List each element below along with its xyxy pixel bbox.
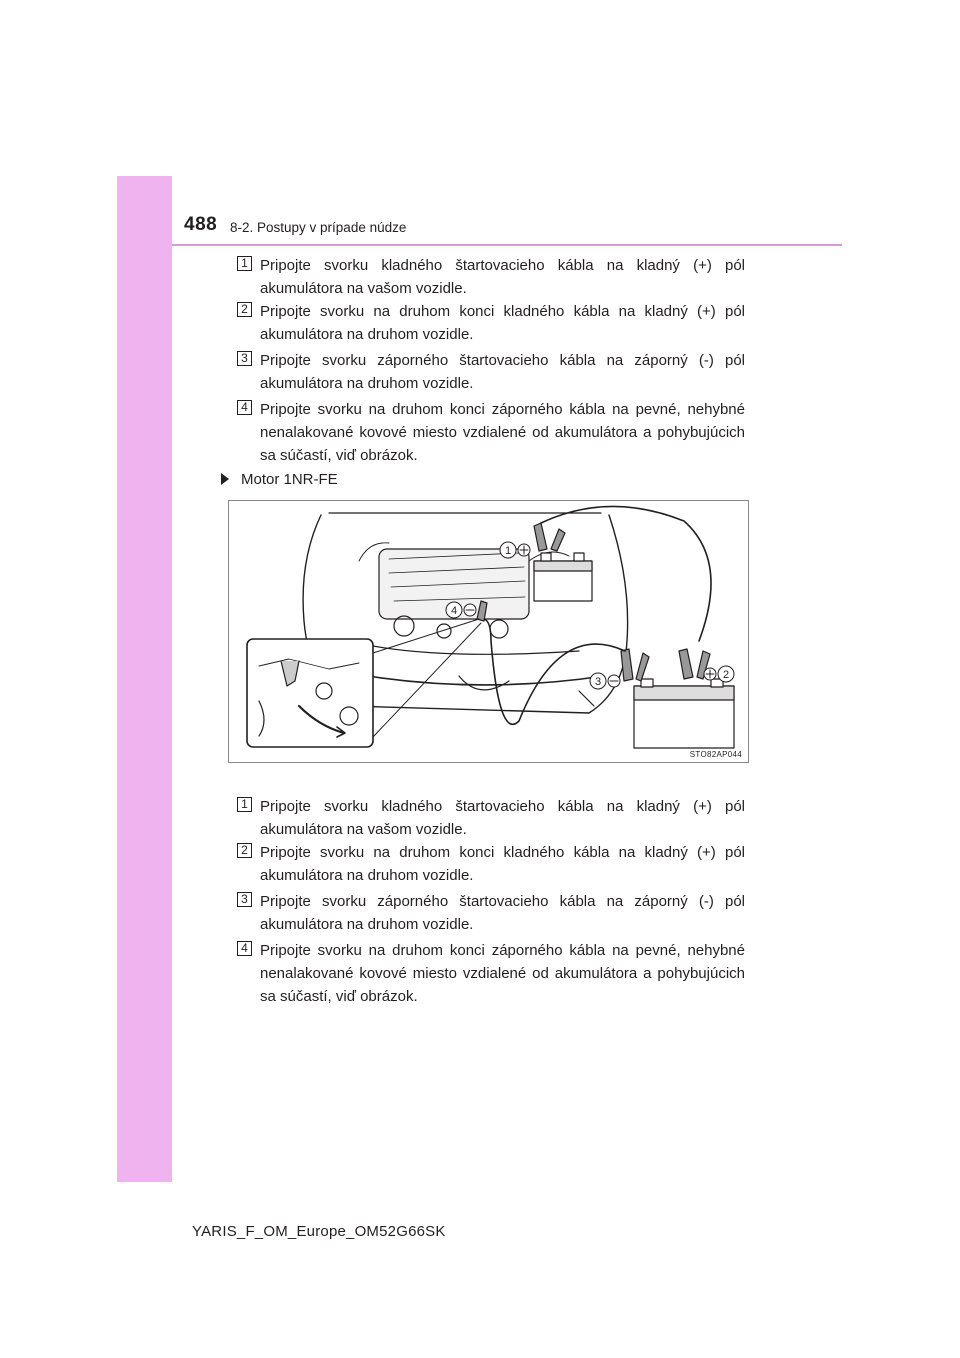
step-text: Pripojte svorku na druhom konci kladného kábla na kladný (+) pól akumulátora na druhom vozidle. <box>260 844 745 884</box>
triangle-bullet-icon <box>221 473 229 485</box>
step-item <box>237 300 745 346</box>
jump-start-illustration <box>228 500 749 763</box>
step-item <box>237 939 745 1008</box>
step-text: Pripojte svorku na druhom konci záporného kábla na pevné, nehybné nenalakované kovové miesto vzdialené od akumulátora a pohybujúcich sa súčastí, viď obrázok. <box>260 401 745 464</box>
page-number: 488 <box>184 214 218 235</box>
step-number: 4 <box>237 941 252 956</box>
callout-label-4: 4 <box>450 605 458 617</box>
engine-bay-drawing <box>229 501 749 763</box>
step-item <box>237 349 745 395</box>
callout-label-2: 2 <box>722 669 730 681</box>
step-item <box>237 795 745 841</box>
step-item <box>237 254 745 300</box>
section-title: 8-2. Postupy v prípade núdze <box>230 220 407 235</box>
step-number: 1 <box>237 256 252 271</box>
callout-label-3: 3 <box>594 676 602 688</box>
step-item <box>237 890 745 936</box>
step-text: Pripojte svorku na druhom konci kladného kábla na kladný (+) pól akumulátora na druhom vozidle. <box>260 303 745 343</box>
step-text: Pripojte svorku záporného štartovacieho kábla na záporný (-) pól akumulátora na druhom vozidle. <box>260 893 745 933</box>
step-number: 4 <box>237 400 252 415</box>
engine-subheading <box>221 470 338 490</box>
step-number: 2 <box>237 843 252 858</box>
header-divider <box>172 244 842 246</box>
step-text: Pripojte svorku kladného štartovacieho kábla na kladný (+) pól akumulátora na vašom vozidle. <box>260 257 745 297</box>
step-item <box>237 398 745 467</box>
engine-subheading-text: Motor 1NR-FE <box>241 471 338 488</box>
chapter-tab-sidebar <box>117 176 172 1182</box>
step-text: Pripojte svorku záporného štartovacieho kábla na záporný (-) pól akumulátora na druhom vozidle. <box>260 352 745 392</box>
step-number: 3 <box>237 351 252 366</box>
step-number: 2 <box>237 302 252 317</box>
callout-label-1: 1 <box>504 545 512 557</box>
step-item <box>237 841 745 887</box>
document-footer: YARIS_F_OM_Europe_OM52G66SK <box>192 1223 446 1240</box>
step-number: 1 <box>237 797 252 812</box>
step-number: 3 <box>237 892 252 907</box>
figure-code: STO82AP044 <box>689 750 742 759</box>
step-text: Pripojte svorku na druhom konci záporného kábla na pevné, nehybné nenalakované kovové miesto vzdialené od akumulátora a pohybujúcich sa súčastí, viď obrázok. <box>260 942 745 1005</box>
step-text: Pripojte svorku kladného štartovacieho kábla na kladný (+) pól akumulátora na vašom vozidle. <box>260 798 745 838</box>
